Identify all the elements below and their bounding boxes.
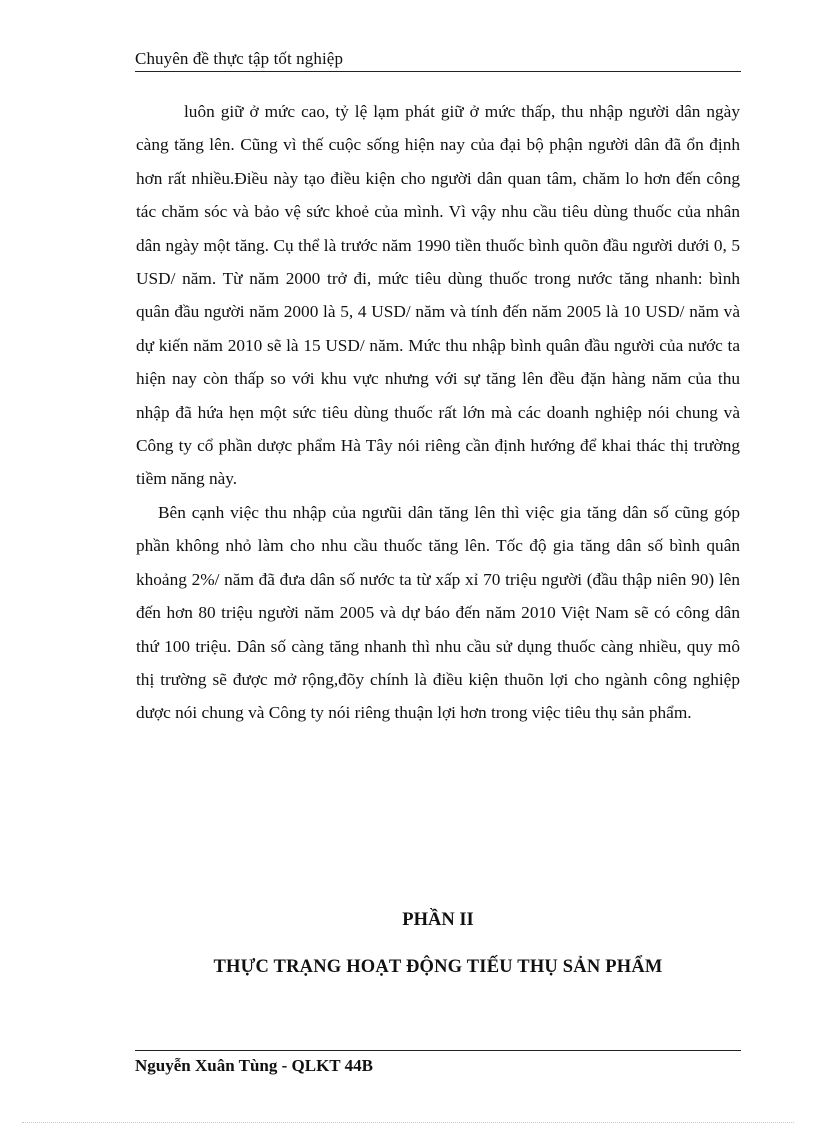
body-text xyxy=(136,95,740,730)
paragraph-income: luôn giữ ở mức cao, tỷ lệ lạm phát giữ ở mức thấp, thu nhập người dân ngày càng tăng lên. Cũng vì thế cuộc sống hiện nay của đại bộ phận người dân đã ổn định hơn rất nhiều.Điều này tạo điều kiện cho người dân quan tâm, chăm lo hơn đến công tác chăm sóc và bảo vệ sức khoẻ của mình. Vì vậy nhu cầu tiêu dùng thuốc của nhân dân ngày một tăng. Cụ thể là trước năm 1990 tiền thuốc bình quõn đầu người dưới 0, 5 USD/ năm. Từ năm 2000 trở đi, mức tiêu dùng thuốc trong nước tăng nhanh: bình quân đầu người năm 2000 là 5, 4 USD/ năm và tính đến năm 2005 là 10 USD/ năm và dự kiến năm 2010 sẽ là 15 USD/ năm. Mức thu nhập bình quân đầu người của nước ta hiện nay còn thấp so với khu vực nhưng với sự tăng lên đều đặn hàng năm của thu nhập đã hứa hẹn một sức tiêu dùng thuốc rất lớn mà các doanh nghiệp nói chung và Công ty cổ phần dược phẩm Hà Tây nói riêng cần định hướng để khai thác thị trường tiềm năng này. xyxy=(136,102,740,489)
page-footer xyxy=(135,1050,741,1075)
section-heading: THỰC TRẠNG HOẠT ĐỘNG TIẾU THỤ SẢN PHẨM xyxy=(213,957,663,977)
paragraph-population: Bên cạnh việc thu nhập của ngưũi dân tăng lên thì việc gia tăng dân số cũng góp phần không nhỏ làm cho nhu cầu thuốc tăng lên. Tốc độ gia tăng dân số bình quân khoảng 2%/ năm đã đưa dân số nước ta từ xấp xỉ 70 triệu người (đầu thập niên 90) lên đến hơn 80 triệu người năm 2005 và dự báo đến năm 2010 Việt Nam sẽ có công dân thứ 100 triệu. Dân số càng tăng nhanh thì nhu cầu sử dụng thuốc càng nhiều, quy mô thị trường sẽ được mở rộng,đõy chính là điều kiện thuõn lợi cho ngành công nghiệp dược nói chung và Công ty nói riêng thuận lợi hơn trong việc tiêu thụ sản phẩm. xyxy=(136,502,740,723)
page-header xyxy=(135,49,741,72)
footer-author: Nguyễn Xuân Tùng - QLKT 44B xyxy=(135,1056,373,1075)
header-title: Chuyên đề thực tập tốt nghiệp xyxy=(135,49,344,68)
part-heading: PHẦN II xyxy=(402,910,474,930)
